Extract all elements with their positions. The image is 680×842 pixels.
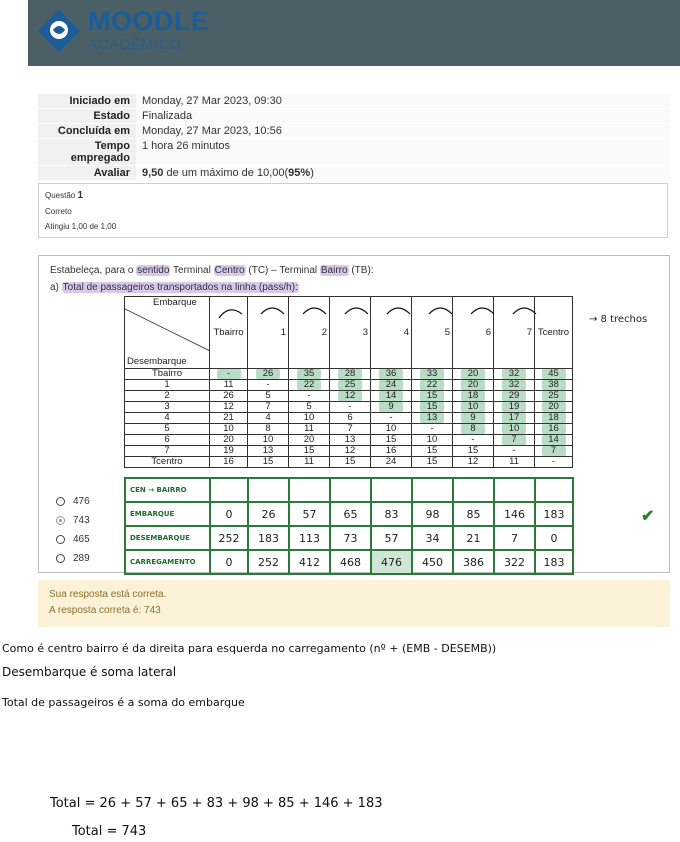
note-line3: Total de passageiros é a soma do embarque bbox=[2, 696, 245, 709]
table-cell: 6 bbox=[330, 413, 371, 424]
summary-value: Monday, 27 Mar 2023, 10:56 bbox=[136, 124, 670, 139]
table-cell: 11 bbox=[289, 457, 330, 468]
table-cell: 15 bbox=[289, 446, 330, 457]
answer-option[interactable]: 476 bbox=[56, 492, 90, 511]
row-label: 7 bbox=[125, 446, 210, 457]
table-cell: 7 bbox=[330, 424, 371, 435]
table-cell: 9 bbox=[453, 413, 494, 424]
hw-cell: 57 bbox=[289, 502, 330, 526]
table-cell: 13 bbox=[412, 413, 453, 424]
attempt-summary bbox=[38, 94, 670, 181]
summary-label: Avaliar bbox=[38, 166, 136, 181]
hw-cell: 322 bbox=[494, 550, 535, 574]
summary-value: 1 hora 26 minutos bbox=[136, 139, 670, 166]
summary-label: Concluída em bbox=[38, 124, 136, 139]
table-row bbox=[125, 457, 573, 468]
table-cell: 14 bbox=[535, 435, 573, 446]
row-label: Tbairro bbox=[125, 369, 210, 380]
hw-cell: 412 bbox=[289, 550, 330, 574]
table-cell: - bbox=[289, 391, 330, 402]
table-cell: 33 bbox=[412, 369, 453, 380]
table-cell: 36 bbox=[371, 369, 412, 380]
table-cell: 9 bbox=[371, 402, 412, 413]
table-cell: 38 bbox=[535, 380, 573, 391]
table-corner: Embarque Desembarque bbox=[125, 297, 210, 369]
note-line4: Total = 26 + 57 + 65 + 83 + 98 + 85 + 146 + 183 bbox=[50, 796, 383, 811]
feedback-correct: Sua resposta está correta. bbox=[49, 589, 167, 600]
table-cell: 28 bbox=[330, 369, 371, 380]
row-label: 3 bbox=[125, 402, 210, 413]
column-header: 2 bbox=[289, 297, 330, 369]
column-header: Tcentro bbox=[535, 297, 573, 369]
table-cell: 10 bbox=[453, 402, 494, 413]
table-cell: - bbox=[412, 424, 453, 435]
table-cell: 15 bbox=[412, 446, 453, 457]
hw-cell: 0 bbox=[210, 550, 248, 574]
note-line1: Como é centro bairro é da direita para esquerda no carregamento (nº + (EMB - DESEMB)) bbox=[2, 642, 497, 655]
question-content bbox=[38, 255, 670, 573]
column-header: 6 bbox=[453, 297, 494, 369]
table-cell: 16 bbox=[371, 446, 412, 457]
question-prefix: Questão bbox=[45, 191, 76, 200]
radio-icon[interactable] bbox=[56, 497, 65, 506]
column-header: 1 bbox=[248, 297, 289, 369]
hw-cell: 34 bbox=[412, 526, 453, 550]
hw-row bbox=[125, 502, 573, 526]
brand-subtitle: ACADÊMICO bbox=[88, 36, 182, 52]
hw-cell: 21 bbox=[453, 526, 494, 550]
table-cell: 20 bbox=[289, 435, 330, 446]
table-cell: 11 bbox=[494, 457, 535, 468]
table-cell: 18 bbox=[453, 391, 494, 402]
hw-cell: 73 bbox=[330, 526, 371, 550]
table-cell: 15 bbox=[330, 457, 371, 468]
table-cell: 21 bbox=[210, 413, 248, 424]
row-label: Tcentro bbox=[125, 457, 210, 468]
answer-option[interactable]: 743 bbox=[56, 511, 90, 530]
table-row bbox=[125, 446, 573, 457]
hw-cell: 252 bbox=[248, 550, 289, 574]
hw-cell: 26 bbox=[248, 502, 289, 526]
hw-header-label: CEN → BAIRRO bbox=[125, 478, 210, 502]
hw-cell: 0 bbox=[535, 526, 573, 550]
table-cell: 11 bbox=[210, 380, 248, 391]
question-status: Correto bbox=[45, 207, 72, 216]
table-cell: 25 bbox=[330, 380, 371, 391]
table-cell: 10 bbox=[210, 424, 248, 435]
note-line2: Desembarque é soma lateral bbox=[2, 665, 177, 679]
answer-options bbox=[56, 492, 90, 568]
table-cell: 20 bbox=[453, 369, 494, 380]
correct-check-icon: ✔ bbox=[641, 508, 655, 525]
hw-row bbox=[125, 550, 573, 574]
hw-cell: 252 bbox=[210, 526, 248, 550]
row-label: 6 bbox=[125, 435, 210, 446]
answer-option[interactable]: 465 bbox=[56, 530, 90, 549]
table-row bbox=[125, 424, 573, 435]
column-header: 7 bbox=[494, 297, 535, 369]
table-cell: 19 bbox=[210, 446, 248, 457]
table-cell: 10 bbox=[289, 413, 330, 424]
table-cell: 15 bbox=[412, 391, 453, 402]
table-cell: 16 bbox=[535, 424, 573, 435]
table-cell: 32 bbox=[494, 369, 535, 380]
table-cell: 12 bbox=[453, 457, 494, 468]
table-cell: 19 bbox=[494, 402, 535, 413]
table-cell: - bbox=[371, 413, 412, 424]
hw-cell: 113 bbox=[289, 526, 330, 550]
table-cell: 11 bbox=[289, 424, 330, 435]
note-line5: Total = 743 bbox=[72, 824, 147, 839]
table-cell: 29 bbox=[494, 391, 535, 402]
hw-cell: 146 bbox=[494, 502, 535, 526]
hw-cell: 65 bbox=[330, 502, 371, 526]
table-cell: 13 bbox=[330, 435, 371, 446]
table-cell: 10 bbox=[494, 424, 535, 435]
table-cell: 7 bbox=[535, 446, 573, 457]
row-label: 4 bbox=[125, 413, 210, 424]
summary-value: Monday, 27 Mar 2023, 09:30 bbox=[136, 94, 670, 109]
column-header: Tbairro bbox=[210, 297, 248, 369]
table-cell: 5 bbox=[248, 391, 289, 402]
table-row bbox=[125, 435, 573, 446]
curved-arrows-annotation bbox=[214, 304, 594, 324]
hw-row-label: DESEMBARQUE bbox=[125, 526, 210, 550]
radio-icon[interactable] bbox=[56, 554, 65, 563]
table-cell: 26 bbox=[248, 369, 289, 380]
table-cell: 10 bbox=[248, 435, 289, 446]
table-cell: 7 bbox=[494, 435, 535, 446]
hw-cell: 0 bbox=[210, 502, 248, 526]
question-info bbox=[38, 183, 668, 238]
table-cell: - bbox=[494, 446, 535, 457]
table-cell: 24 bbox=[371, 457, 412, 468]
question-number: 1 bbox=[77, 190, 84, 201]
table-cell: 15 bbox=[371, 435, 412, 446]
summary-label: Tempo empregado bbox=[38, 139, 136, 166]
table-row bbox=[125, 402, 573, 413]
hw-cell: 476 bbox=[371, 550, 412, 574]
brand-title: MOODLE bbox=[88, 6, 210, 36]
table-cell: 22 bbox=[289, 380, 330, 391]
table-cell: - bbox=[453, 435, 494, 446]
table-cell: 17 bbox=[494, 413, 535, 424]
hw-cell: 57 bbox=[371, 526, 412, 550]
radio-icon[interactable] bbox=[56, 535, 65, 544]
hw-row bbox=[125, 526, 573, 550]
summary-label: Estado bbox=[38, 109, 136, 124]
column-header: 3 bbox=[330, 297, 371, 369]
hw-cell: 386 bbox=[453, 550, 494, 574]
answer-option[interactable]: 289 bbox=[56, 549, 90, 568]
table-cell: 26 bbox=[210, 391, 248, 402]
radio-selected-icon[interactable] bbox=[56, 516, 65, 525]
table-cell: 4 bbox=[248, 413, 289, 424]
table-cell: 35 bbox=[289, 369, 330, 380]
site-header bbox=[28, 0, 680, 66]
table-cell: 8 bbox=[453, 424, 494, 435]
summary-grade: 9,50 de um máximo de 10,00(95%) bbox=[136, 166, 670, 181]
table-cell: 5 bbox=[289, 402, 330, 413]
table-cell: 22 bbox=[412, 380, 453, 391]
table-cell: 12 bbox=[330, 446, 371, 457]
hw-cell: 450 bbox=[412, 550, 453, 574]
hw-row-label: EMBARQUE bbox=[125, 502, 210, 526]
table-cell: - bbox=[248, 380, 289, 391]
table-cell: 24 bbox=[371, 380, 412, 391]
row-label: 1 bbox=[125, 380, 210, 391]
table-row bbox=[125, 369, 573, 380]
table-cell: 10 bbox=[371, 424, 412, 435]
table-row bbox=[125, 391, 573, 402]
table-cell: 10 bbox=[412, 435, 453, 446]
handwritten-table bbox=[124, 477, 574, 575]
table-cell: 13 bbox=[248, 446, 289, 457]
table-cell: 20 bbox=[210, 435, 248, 446]
table-cell: 20 bbox=[453, 380, 494, 391]
feedback-box bbox=[38, 580, 670, 627]
hw-cell: 183 bbox=[248, 526, 289, 550]
summary-label: Iniciado em bbox=[38, 94, 136, 109]
hw-cell: 83 bbox=[371, 502, 412, 526]
table-cell: 16 bbox=[210, 457, 248, 468]
table-cell: - bbox=[330, 402, 371, 413]
table-cell: 45 bbox=[535, 369, 573, 380]
table-cell: 7 bbox=[248, 402, 289, 413]
table-cell: 15 bbox=[412, 402, 453, 413]
hw-cell: 468 bbox=[330, 550, 371, 574]
summary-value: Finalizada bbox=[136, 109, 670, 124]
table-cell: 15 bbox=[412, 457, 453, 468]
row-label: 5 bbox=[125, 424, 210, 435]
trechos-note: → 8 trechos bbox=[589, 314, 648, 325]
hw-cell: 85 bbox=[453, 502, 494, 526]
question-text: Estabeleça, para o sentido Terminal Centro (TC) – Terminal Bairro (TB): a) Total de passageiros transportados na linha (pass/h): bbox=[50, 265, 374, 293]
hw-cell: 183 bbox=[535, 502, 573, 526]
hw-cell: 7 bbox=[494, 526, 535, 550]
table-cell: 20 bbox=[535, 402, 573, 413]
table-cell: 15 bbox=[248, 457, 289, 468]
table-cell: 25 bbox=[535, 391, 573, 402]
table-cell: 12 bbox=[210, 402, 248, 413]
hw-row-label: CARREGAMENTO bbox=[125, 550, 210, 574]
table-cell: 14 bbox=[371, 391, 412, 402]
table-row bbox=[125, 413, 573, 424]
row-label: 2 bbox=[125, 391, 210, 402]
feedback-answer: A resposta correta é: 743 bbox=[49, 605, 161, 616]
table-cell: - bbox=[210, 369, 248, 380]
question-score: Atingiu 1,00 de 1,00 bbox=[45, 222, 117, 231]
table-cell: 15 bbox=[453, 446, 494, 457]
table-cell: 18 bbox=[535, 413, 573, 424]
table-row bbox=[125, 380, 573, 391]
table-cell: 8 bbox=[248, 424, 289, 435]
table-cell: 32 bbox=[494, 380, 535, 391]
moodle-logo-icon[interactable] bbox=[36, 8, 82, 54]
table-cell: - bbox=[535, 457, 573, 468]
hw-cell: 183 bbox=[535, 550, 573, 574]
column-header: 4 bbox=[371, 297, 412, 369]
column-header: 5 bbox=[412, 297, 453, 369]
hw-cell: 98 bbox=[412, 502, 453, 526]
table-cell: 12 bbox=[330, 391, 371, 402]
